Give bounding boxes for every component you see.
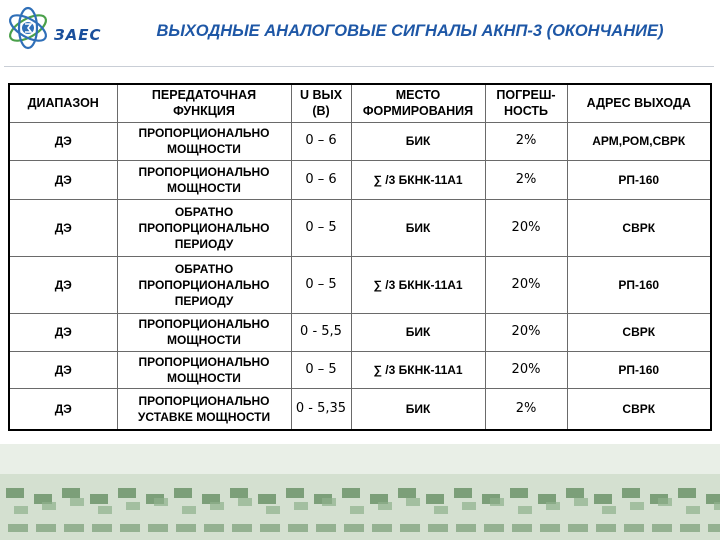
cell-formation-place: ∑ /3 БКНК-11А1 bbox=[351, 256, 485, 313]
deco-block bbox=[238, 498, 252, 506]
cell-output-address: РП-160 bbox=[567, 160, 711, 199]
bottom-decoration bbox=[0, 444, 720, 540]
deco-block bbox=[518, 506, 532, 514]
deco-block bbox=[454, 488, 472, 498]
cell-output-address: СВРК bbox=[567, 388, 711, 430]
deco-block bbox=[204, 524, 224, 532]
cell-transfer-function: ПРОПОРЦИОНАЛЬНО УСТАВКЕ МОЩНОСТИ bbox=[117, 388, 291, 430]
table-row bbox=[9, 122, 711, 160]
deco-block bbox=[622, 488, 640, 498]
header-range: ДИАПАЗОН bbox=[9, 84, 117, 122]
deco-block bbox=[14, 506, 28, 514]
cell-error: 20% bbox=[485, 256, 567, 313]
cell-transfer-function: ОБРАТНО ПРОПОРЦИОНАЛЬНО ПЕРИОДУ bbox=[117, 199, 291, 256]
cell-formation-place: БИК bbox=[351, 388, 485, 430]
deco-block bbox=[714, 502, 720, 510]
atom-logo-icon bbox=[6, 4, 56, 50]
deco-block bbox=[540, 524, 560, 532]
deco-block bbox=[70, 498, 84, 506]
deco-block bbox=[176, 524, 196, 532]
deco-block bbox=[630, 502, 644, 510]
cell-output-address: РП-160 bbox=[567, 351, 711, 388]
table-row bbox=[9, 313, 711, 351]
cell-formation-place: БИК bbox=[351, 122, 485, 160]
deco-block bbox=[322, 498, 336, 506]
deco-block bbox=[398, 488, 416, 498]
cell-output-voltage: 0 – 5 bbox=[291, 351, 351, 388]
table-row bbox=[9, 256, 711, 313]
cell-transfer-function: ПРОПОРЦИОНАЛЬНО МОЩНОСТИ bbox=[117, 122, 291, 160]
cell-error: 2% bbox=[485, 388, 567, 430]
table-row bbox=[9, 199, 711, 256]
deco-block bbox=[286, 488, 304, 498]
cell-formation-place: БИК bbox=[351, 313, 485, 351]
cell-output-address: СВРК bbox=[567, 313, 711, 351]
cell-range: ДЭ bbox=[9, 199, 117, 256]
cell-output-voltage: 0 – 5 bbox=[291, 199, 351, 256]
deco-block bbox=[288, 524, 308, 532]
header-row bbox=[9, 84, 711, 122]
deco-block bbox=[64, 524, 84, 532]
cell-range: ДЭ bbox=[9, 122, 117, 160]
cell-output-address: АРМ,РОМ,СВРК bbox=[567, 122, 711, 160]
deco-block bbox=[92, 524, 112, 532]
deco-block bbox=[210, 502, 224, 510]
header-error: ПОГРЕШ-НОСТЬ bbox=[485, 84, 567, 122]
title-divider bbox=[4, 66, 714, 67]
logo bbox=[6, 4, 102, 50]
cell-output-address: СВРК bbox=[567, 199, 711, 256]
deco-block bbox=[98, 506, 112, 514]
deco-block bbox=[602, 506, 616, 514]
cell-output-voltage: 0 – 6 bbox=[291, 160, 351, 199]
deco-block bbox=[182, 506, 196, 514]
deco-block bbox=[566, 488, 584, 498]
cell-error: 20% bbox=[485, 351, 567, 388]
deco-block bbox=[624, 524, 644, 532]
deco-block bbox=[350, 506, 364, 514]
cell-transfer-function: ПРОПОРЦИОНАЛЬНО МОЩНОСТИ bbox=[117, 351, 291, 388]
deco-block bbox=[568, 524, 588, 532]
cell-error: 2% bbox=[485, 122, 567, 160]
deco-block bbox=[62, 488, 80, 498]
deco-block bbox=[266, 506, 280, 514]
deco-block bbox=[154, 498, 168, 506]
deco-block bbox=[434, 506, 448, 514]
deco-block bbox=[400, 524, 420, 532]
deco-block bbox=[6, 488, 24, 498]
deco-block bbox=[372, 524, 392, 532]
cell-output-voltage: 0 – 5 bbox=[291, 256, 351, 313]
header-output-voltage: U ВЫХ (В) bbox=[291, 84, 351, 122]
deco-block bbox=[546, 502, 560, 510]
deco-block bbox=[126, 502, 140, 510]
cell-transfer-function: ПРОПОРЦИОНАЛЬНО МОЩНОСТИ bbox=[117, 160, 291, 199]
deco-block bbox=[406, 498, 420, 506]
deco-block bbox=[686, 506, 700, 514]
deco-block bbox=[90, 494, 108, 504]
deco-block bbox=[42, 502, 56, 510]
cell-output-voltage: 0 – 6 bbox=[291, 122, 351, 160]
cell-range: ДЭ bbox=[9, 388, 117, 430]
deco-block bbox=[594, 494, 612, 504]
cell-error: 2% bbox=[485, 160, 567, 199]
cell-transfer-function: ОБРАТНО ПРОПОРЦИОНАЛЬНО ПЕРИОДУ bbox=[117, 256, 291, 313]
deco-block bbox=[484, 524, 504, 532]
deco-block bbox=[258, 494, 276, 504]
cell-formation-place: ∑ /3 БКНК-11А1 bbox=[351, 351, 485, 388]
deco-block bbox=[426, 494, 444, 504]
deco-block bbox=[344, 524, 364, 532]
deco-block bbox=[316, 524, 336, 532]
cell-formation-place: БИК bbox=[351, 199, 485, 256]
deco-block bbox=[456, 524, 476, 532]
deco-block bbox=[512, 524, 532, 532]
deco-block bbox=[596, 524, 616, 532]
cell-formation-place: ∑ /3 БКНК-11А1 bbox=[351, 160, 485, 199]
deco-block bbox=[428, 524, 448, 532]
cell-range: ДЭ bbox=[9, 256, 117, 313]
deco-block bbox=[342, 488, 360, 498]
deco-block bbox=[678, 488, 696, 498]
cell-output-voltage: 0 - 5,5 bbox=[291, 313, 351, 351]
cell-range: ДЭ bbox=[9, 160, 117, 199]
deco-block bbox=[378, 502, 392, 510]
deco-block bbox=[120, 524, 140, 532]
deco-block bbox=[260, 524, 280, 532]
deco-block bbox=[652, 524, 672, 532]
logo-text: ЗАЕС bbox=[54, 26, 102, 44]
table-row bbox=[9, 351, 711, 388]
deco-block bbox=[36, 524, 56, 532]
cell-range: ДЭ bbox=[9, 313, 117, 351]
deco-block bbox=[232, 524, 252, 532]
header-formation-place: МЕСТО ФОРМИРОВАНИЯ bbox=[351, 84, 485, 122]
cell-error: 20% bbox=[485, 199, 567, 256]
table-row bbox=[9, 160, 711, 199]
signals-table bbox=[8, 83, 712, 431]
deco-block bbox=[8, 524, 28, 532]
cell-output-address: РП-160 bbox=[567, 256, 711, 313]
deco-block bbox=[230, 488, 248, 498]
deco-block bbox=[680, 524, 700, 532]
deco-block bbox=[118, 488, 136, 498]
cell-range: ДЭ bbox=[9, 351, 117, 388]
cell-error: 20% bbox=[485, 313, 567, 351]
cell-output-voltage: 0 - 5,35 bbox=[291, 388, 351, 430]
decorative-pattern bbox=[0, 444, 720, 540]
deco-block bbox=[708, 524, 720, 532]
header-transfer-function: ПЕРЕДАТОЧНАЯ ФУНКЦИЯ bbox=[117, 84, 291, 122]
deco-block bbox=[658, 498, 672, 506]
deco-block bbox=[510, 488, 528, 498]
header-output-address: АДРЕС ВЫХОДА bbox=[567, 84, 711, 122]
deco-block bbox=[462, 502, 476, 510]
deco-block bbox=[574, 498, 588, 506]
deco-block bbox=[490, 498, 504, 506]
deco-block bbox=[294, 502, 308, 510]
table-row bbox=[9, 388, 711, 430]
deco-block bbox=[148, 524, 168, 532]
deco-block bbox=[174, 488, 192, 498]
page-title: ВЫХОДНЫЕ АНАЛОГОВЫЕ СИГНАЛЫ АКНП-3 (ОКОНЧАНИЕ) bbox=[156, 22, 664, 40]
cell-transfer-function: ПРОПОРЦИОНАЛЬНО МОЩНОСТИ bbox=[117, 313, 291, 351]
